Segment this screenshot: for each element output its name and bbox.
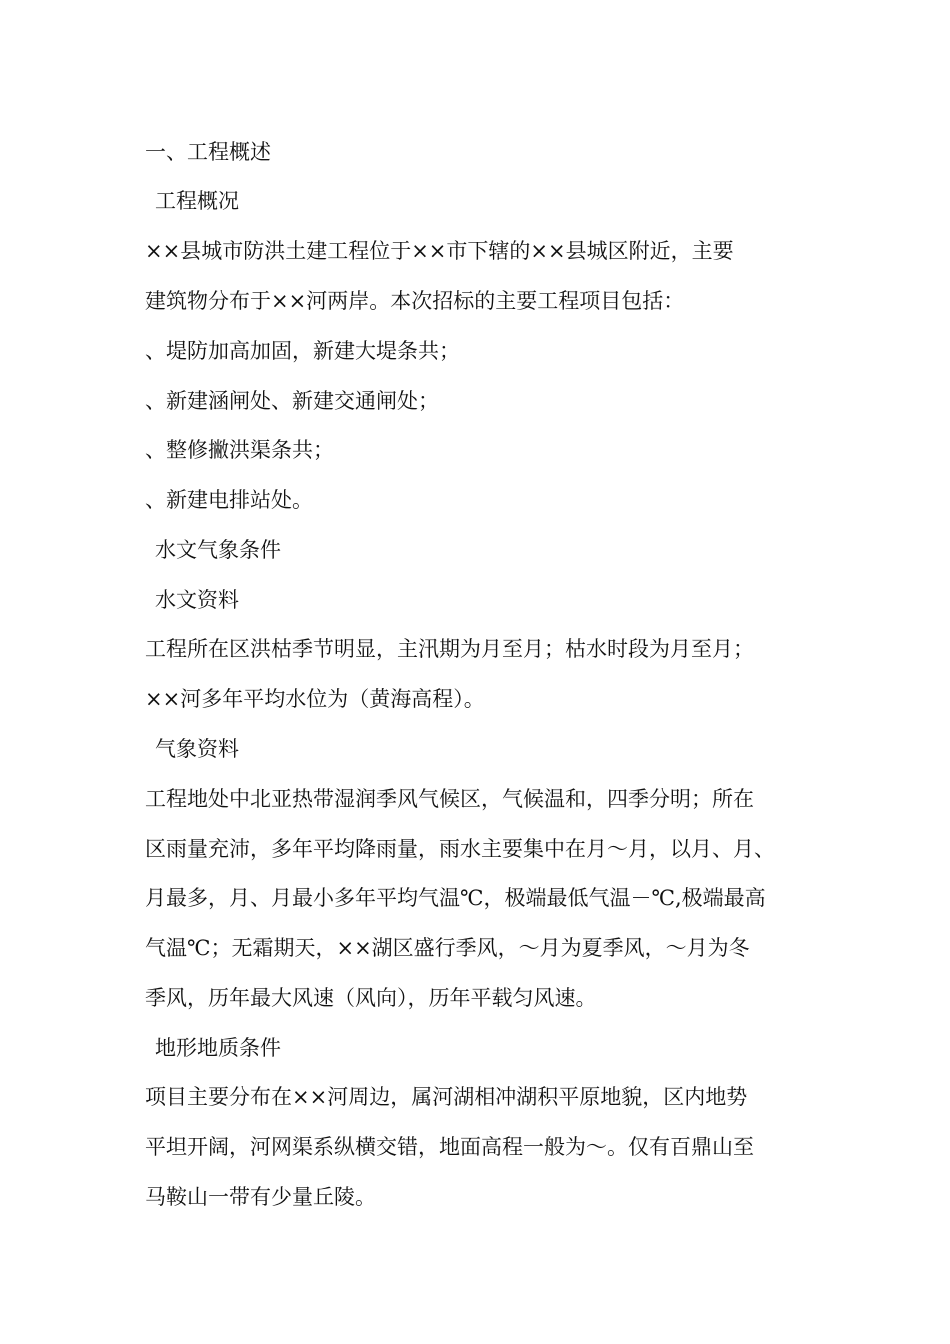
paragraph-line: 气温℃；无霜期天，××湖区盛行季风，～月为夏季风，～月为冬 <box>145 936 750 960</box>
subheading-meteo: 气象资料 <box>155 737 239 761</box>
paragraph-line: 月最多，月、月最小多年平均气温℃，极端最低气温－℃,极端最高 <box>145 886 766 910</box>
paragraph-line: 建筑物分布于××河两岸。本次招标的主要工程项目包括： <box>145 289 685 313</box>
list-item: 、堤防加高加固，新建大堤条共； <box>145 339 460 363</box>
paragraph-line: 工程地处中北亚热带湿润季风气候区，气候温和，四季分明；所在 <box>145 787 754 811</box>
paragraph-line: 平坦开阔，河网渠系纵横交错，地面高程一般为～。仅有百鼎山至 <box>145 1135 754 1159</box>
paragraph-line: 工程所在区洪枯季节明显，主汛期为月至月；枯水时段为月至月； <box>145 637 754 661</box>
subheading-hydro: 水文资料 <box>155 588 239 612</box>
paragraph-line: 区雨量充沛，多年平均降雨量，雨水主要集中在月～月，以月、月、 <box>145 837 775 861</box>
paragraph-line: ××县城市防洪土建工程位于××市下辖的××县城区附近，主要 <box>145 239 734 263</box>
subheading-overview: 工程概况 <box>155 189 239 213</box>
paragraph-line: ××河多年平均水位为（黄海高程）。 <box>145 687 485 711</box>
subheading-geo: 地形地质条件 <box>155 1036 281 1060</box>
paragraph-line: 马鞍山一带有少量丘陵。 <box>145 1185 376 1209</box>
list-item: 、新建涵闸处、新建交通闸处； <box>145 389 439 413</box>
paragraph-line: 季风，历年最大风速（风向），历年平载匀风速。 <box>145 986 597 1010</box>
paragraph-line: 项目主要分布在××河周边，属河湖相冲湖积平原地貌，区内地势 <box>145 1085 748 1109</box>
section-title: 一、工程概述 <box>145 140 271 164</box>
list-item: 、新建电排站处。 <box>145 488 313 512</box>
subheading-hydro-meteo: 水文气象条件 <box>155 538 281 562</box>
list-item: 、整修撇洪渠条共； <box>145 438 334 462</box>
